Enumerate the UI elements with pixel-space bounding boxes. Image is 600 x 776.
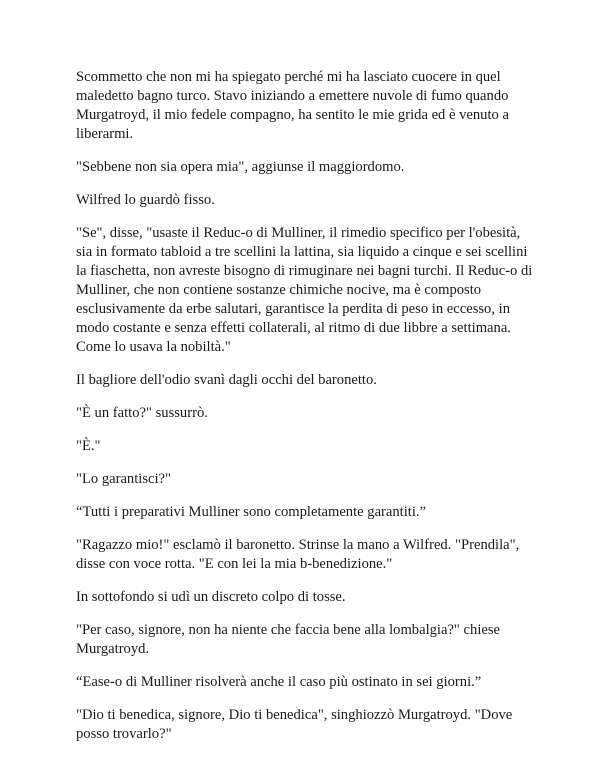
paragraph-6: "È un fatto?" sussurrò. <box>76 405 208 421</box>
paragraph-13: “Ease-o di Mulliner risolverà anche il caso più ostinato in sei giorni.” <box>76 674 482 690</box>
paragraph-1: Scommetto che non mi ha spiegato perché mi ha lasciato cuocere in quel maledetto bagno turco. Stavo iniziando a emettere nuvole di fumo quando Murgatroyd, il mio fedele compagno, ha sentito le mie grida ed è venuto a liberarmi. <box>76 69 509 142</box>
paragraph-14: "Dio ti benedica, signore, Dio ti benedica", singhiozzò Murgatroyd. "Dove posso trovarlo?" <box>76 707 513 742</box>
paragraph-2: "Sebbene non sia opera mia", aggiunse il maggiordomo. <box>76 159 405 175</box>
paragraph-4: "Se", disse, "usaste il Reduc-o di Mulliner, il rimedio specifico per l'obesità, sia in formato tabloid a tre scellini la lattina, sia liquido a cinque e sei scellini la fiaschetta, non avreste bisogno di rimuginare nei bagni turchi. Il Reduc-o di Mulliner, che non contiene sostanze chimiche nocive, ma è composto esclusivamente da erbe salutari, garantisce la perdita di peso in eccesso, in modo costante e senza effetti collaterali, al ritmo di due libbre a settimana. Come lo usava la nobiltà." <box>76 225 533 355</box>
paragraph-3: Wilfred lo guardò fisso. <box>76 192 215 208</box>
paragraph-7: "È." <box>76 438 101 454</box>
document-page <box>76 68 536 758</box>
paragraph-9: “Tutti i preparativi Mulliner sono completamente garantiti.” <box>76 504 427 520</box>
paragraph-12: "Per caso, signore, non ha niente che faccia bene alla lombalgia?" chiese Murgatroyd. <box>76 622 501 657</box>
paragraph-10: "Ragazzo mio!" esclamò il baronetto. Strinse la mano a Wilfred. "Prendila", disse con voce rotta. "E con lei la mia b-benedizione." <box>76 537 520 572</box>
paragraph-11: In sottofondo si udì un discreto colpo di tosse. <box>76 589 346 605</box>
paragraph-5: Il bagliore dell'odio svanì dagli occhi del baronetto. <box>76 372 377 388</box>
paragraph-8: "Lo garantisci?" <box>76 471 171 487</box>
